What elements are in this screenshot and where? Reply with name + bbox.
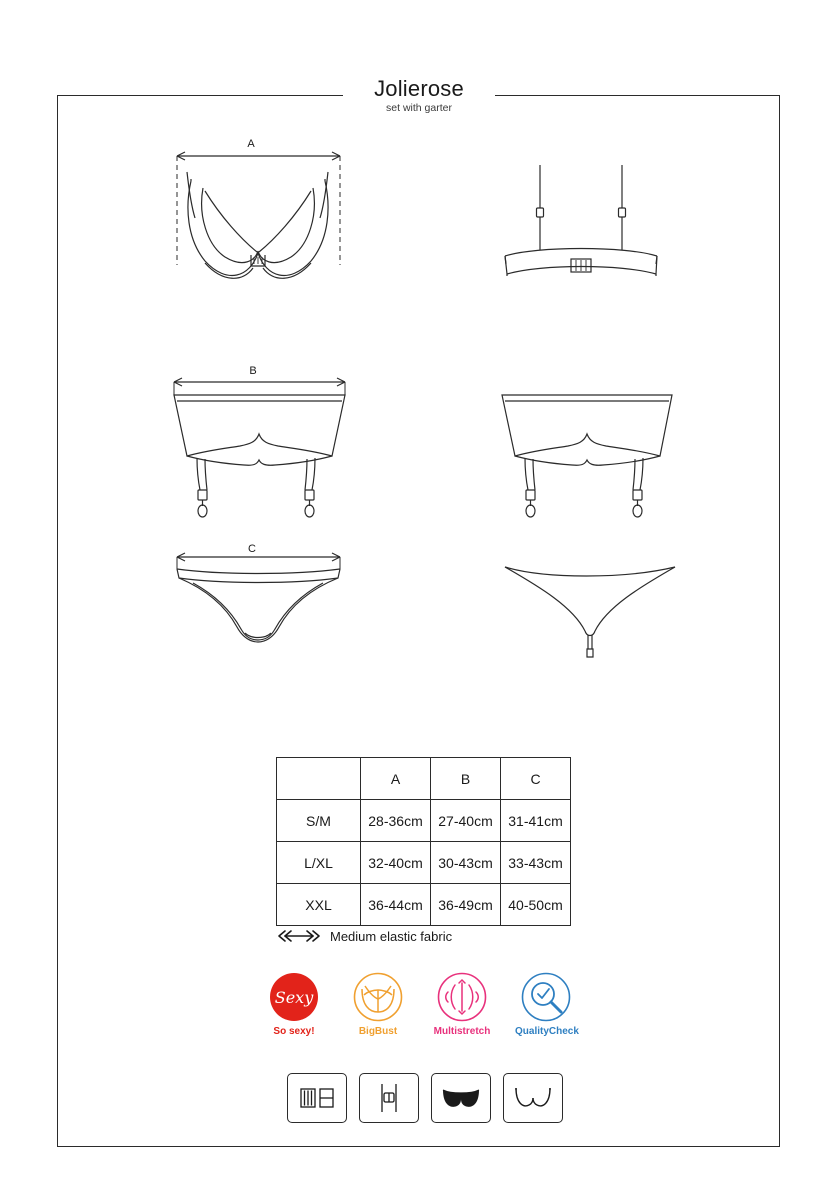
table-row — [277, 800, 571, 842]
page-subtitle: set with garter — [386, 102, 452, 115]
underwire-icon — [503, 1073, 563, 1123]
page-title: Jolierose — [374, 76, 464, 101]
cell-a: 32-40cm — [361, 842, 431, 884]
cell-b: 27-40cm — [431, 800, 501, 842]
badge-qualitycheck — [515, 972, 577, 1037]
hook-and-eye-closure-icon — [287, 1073, 347, 1123]
thong-front-drawing — [165, 545, 355, 655]
dimension-label-b: B — [249, 365, 257, 377]
cell-c: 40-50cm — [501, 884, 571, 926]
adjustable-straps-icon — [359, 1073, 419, 1123]
badge-label: So sexy! — [273, 1026, 315, 1037]
badge-label: QualityCheck — [515, 1026, 579, 1037]
badge-label: BigBust — [358, 1026, 398, 1037]
elastic-note — [276, 928, 566, 944]
qualitycheck-icon — [515, 972, 577, 1022]
elastic-note-label: Medium elastic fabric — [330, 928, 453, 944]
size-label: L/XL — [277, 842, 361, 884]
cell-a: 28-36cm — [361, 800, 431, 842]
table-col-a: A — [361, 758, 431, 800]
badge-multistretch — [431, 972, 493, 1037]
bigbust-icon — [347, 972, 409, 1022]
garter-belt-front-drawing — [160, 368, 370, 523]
feature-icon-row — [287, 1073, 563, 1123]
badge-label: Multistretch — [433, 1026, 491, 1037]
cell-c: 31-41cm — [501, 800, 571, 842]
table-col-b: B — [431, 758, 501, 800]
bra-front-drawing — [165, 135, 365, 310]
size-table — [276, 757, 571, 926]
size-label: XXL — [277, 884, 361, 926]
sexy-script-text: Sexy — [274, 988, 314, 1007]
double-arrow-icon — [276, 928, 322, 944]
cell-b: 30-43cm — [431, 842, 501, 884]
table-corner-cell — [277, 758, 361, 800]
sexy-circle-icon — [263, 972, 325, 1022]
table-row — [277, 842, 571, 884]
table-header-row — [277, 758, 571, 800]
title-block — [343, 72, 495, 124]
table-col-c: C — [501, 758, 571, 800]
garter-belt-back-drawing — [490, 382, 690, 522]
feature-badges — [263, 972, 583, 1037]
cell-c: 33-43cm — [501, 842, 571, 884]
table-row — [277, 884, 571, 926]
multistretch-icon — [431, 972, 493, 1022]
bra-back-drawing — [497, 160, 672, 290]
thong-back-drawing — [495, 557, 685, 662]
badge-so-sexy — [263, 972, 325, 1037]
padded-cup-icon — [431, 1073, 491, 1123]
size-label: S/M — [277, 800, 361, 842]
badge-bigbust — [347, 972, 409, 1037]
cell-a: 36-44cm — [361, 884, 431, 926]
dimension-label-a: A — [247, 138, 255, 150]
cell-b: 36-49cm — [431, 884, 501, 926]
dimension-label-c: C — [248, 543, 256, 555]
